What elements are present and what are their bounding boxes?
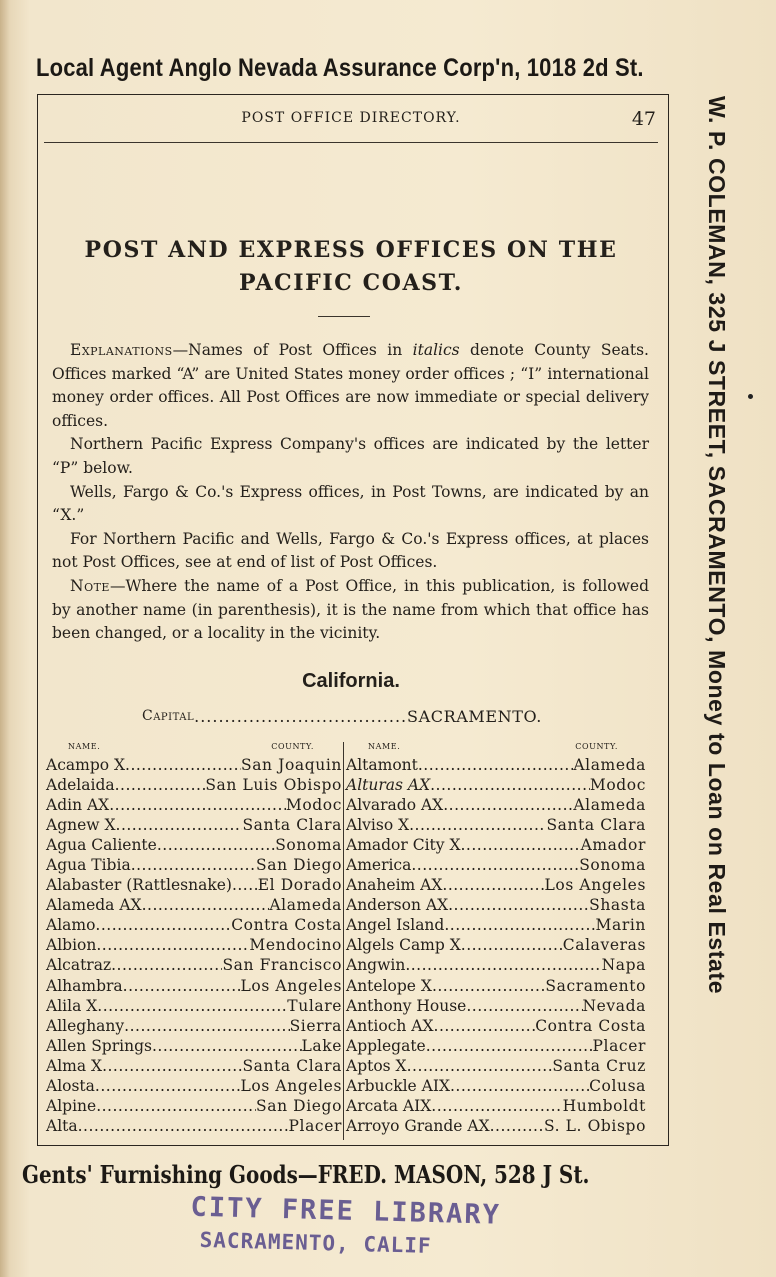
post-office-entry [46,935,342,955]
county-name: Santa Clara [242,1056,342,1075]
county-name: Contra Costa [231,916,342,935]
leader-dots [131,855,256,875]
office-name: Anthony House [346,996,467,1015]
post-office-entry [346,955,646,975]
county-name: San Diego [256,856,342,875]
office-name: Arbuckle AIX [346,1076,450,1095]
post-office-entry [46,955,342,975]
post-office-entry [46,1076,342,1096]
leader-dots [123,976,241,996]
county-name: Placer [592,1036,646,1055]
office-name: America [346,856,412,875]
county-name: Sierra [289,1016,342,1035]
post-office-entry [346,1056,646,1076]
header-rule [44,142,658,143]
office-name: Alvarado AX [346,796,444,815]
column-divider [343,742,344,1140]
leader-dots [95,1076,241,1096]
leader-dots [109,795,286,815]
leader-dots [450,1076,589,1096]
post-office-entry [346,1076,646,1096]
leader-dots [111,955,222,975]
leader-dots [490,1116,544,1136]
explanation-text: —Names of Post Offices in [172,341,413,359]
explanation-paragraph: Northern Pacific Express Company's offices are indicated by the letter “P” below. [52,435,649,477]
office-name: Alma X [46,1056,103,1075]
leader-dots [124,1016,289,1036]
leader-dots [418,755,573,775]
left-office-list [46,755,342,1136]
post-office-entry [346,815,646,835]
post-office-entry [346,915,646,935]
office-name: Angwin [346,956,406,975]
office-name: Alta [46,1116,78,1135]
capital-city: SACRAMENTO. [407,707,542,726]
office-name: Acampo X [46,756,126,774]
post-office-entry [346,875,646,895]
office-name: Agua Tibia [46,856,131,875]
leader-dots [448,895,589,915]
county-name: Calaveras [562,936,646,955]
county-name: Sacramento [545,976,646,995]
italics-word: italics [412,341,460,359]
office-name: Alpine [46,1096,97,1115]
leader-dots [426,1036,593,1056]
county-name: Humboldt [562,1096,646,1115]
post-office-entry [46,996,342,1016]
post-office-entry [46,815,342,835]
county-name: Alameda [573,756,646,774]
leader-dots [434,1016,536,1036]
office-name: Agua Caliente [46,836,157,855]
leader-dots [96,935,249,955]
post-office-entry [346,1116,646,1136]
note-paragraph [52,575,649,646]
stamp-line-1: CITY FREE LIBRARY [190,1191,502,1231]
post-office-entry [346,935,646,955]
county-name: Tulare [287,996,342,1015]
leader-dots [125,755,241,775]
office-name: Allen Springs [46,1036,152,1055]
leader-dots [442,875,544,895]
office-name: Agnew X [46,816,116,835]
county-name: Marin [595,916,646,935]
note-text: —Where the name of a Post Office, in this publication, is followed by another name (in parenthesis), it is the name from which that office has been changed, or a locality in the vicinity. [52,576,649,643]
right-office-list [346,755,646,1136]
office-name: Alcatraz [46,956,112,975]
post-office-entry [46,976,342,996]
explanation-paragraph: For Northern Pacific and Wells, Fargo & Co.'s Express offices, at places not Post Offices, see at end of list of Post Offices. [52,529,649,572]
leader-dots [115,775,206,795]
post-office-entry [346,855,646,875]
running-head [44,108,658,132]
post-office-entry [46,755,342,775]
leader-dots [461,835,581,855]
office-name: Alamo [46,916,96,935]
explanation-text: denote County Seats. Offices marked “A” are United States money order offices ; “I” international money order offices. All Post Offices are now immediate or special delivery offices. [52,341,649,430]
leader-dots [194,707,407,726]
leader-dots [461,935,563,955]
office-name: Antelope X [346,976,432,995]
county-name: Nevada [582,996,646,1015]
page-title-line-1: POST AND EXPRESS OFFICES ON THE [84,237,618,263]
office-name: Alturas AX [346,776,431,795]
county-name: Lake [301,1036,342,1055]
leader-dots [432,976,545,996]
page-number: 47 [631,108,656,130]
county-name: Mendocino [249,936,342,955]
county-name: El Dorado [257,876,342,895]
note-label: Note [70,576,110,595]
ink-dot [748,394,753,399]
county-name: S. L. Obispo [543,1116,646,1135]
leader-dots [466,996,582,1016]
leader-dots [444,915,595,935]
office-name: Aptos X [346,1056,407,1075]
office-name: Alila X [46,996,98,1015]
leader-dots [411,855,579,875]
leader-dots [96,1096,256,1116]
leader-dots [95,915,231,935]
post-office-entry [46,915,342,935]
county-column-header: COUNTY. [271,742,314,751]
post-office-entry [46,1096,342,1116]
county-name: Placer [288,1116,342,1135]
post-office-entry [46,895,342,915]
explanations-label: Explanations [70,341,173,359]
office-name: Alameda AX [46,896,142,915]
county-name: San Luis Obispo [205,776,342,795]
post-office-entry [46,855,342,875]
leader-dots [152,1036,302,1056]
name-column-header: NAME. [68,742,101,751]
leader-dots [431,1096,562,1116]
title-rule [318,316,370,317]
explanation-paragraph: Wells, Fargo & Co.'s Express offices, in Post Towns, are indicated by an “X.” [52,482,649,525]
left-column-header [46,742,342,754]
header-advertisement: Local Agent Anglo Nevada Assurance Corp'n, 1018 2d St. [36,54,644,82]
capital-label: Capital [142,708,195,724]
post-office-entry [46,795,342,815]
office-name: Anderson AX [346,896,449,915]
office-name: Alosta [46,1076,95,1095]
state-heading: California. [302,670,400,692]
leader-dots [102,1056,242,1076]
county-name: Colusa [589,1076,646,1095]
post-office-entry [346,976,646,996]
county-name: San Diego [256,1096,342,1115]
office-name: Alleghany [46,1016,125,1035]
county-name: Napa [601,956,646,975]
office-name: Alviso X [346,816,410,835]
office-name: Amador City X [346,836,461,855]
post-office-entry [46,835,342,855]
post-office-entry [46,1016,342,1036]
right-column-header [346,742,646,754]
office-name: Antioch AX [346,1016,434,1035]
county-name: Modoc [285,796,342,815]
leader-dots [407,1056,553,1076]
county-name: Sonoma [275,836,342,855]
office-name: Arroyo Grande AX [346,1116,490,1135]
leader-dots [78,1116,289,1136]
post-office-entry [346,996,646,1016]
county-name: Contra Costa [535,1016,646,1035]
county-name: Amador [580,836,646,855]
post-office-entry [46,1116,342,1136]
county-name: Santa Cruz [552,1056,646,1075]
page-title [44,234,658,300]
explanation-paragraph [52,339,649,433]
name-column-header: NAME. [368,742,401,751]
post-office-entry [346,795,646,815]
side-advertisement [692,96,732,1156]
library-stamp [185,1192,527,1271]
county-name: Los Angeles [240,1076,342,1095]
post-office-entry [346,1096,646,1116]
running-head-title: POST OFFICE DIRECTORY. [241,110,461,126]
office-name: Alabaster (Rattlesnake) [46,876,232,895]
leader-dots [116,815,243,835]
county-name: Shasta [589,896,646,915]
office-name: Adin AX [46,796,110,815]
explanations [52,339,649,646]
leader-dots [97,996,287,1016]
leader-dots [443,795,573,815]
post-office-entry [46,775,342,795]
leader-dots [405,955,601,975]
page-title-line-2: PACIFIC COAST. [238,270,464,296]
county-name: Alameda [269,896,342,915]
leader-dots [232,875,258,895]
post-office-entry [346,755,646,775]
footer-advertisement: Gents' Furnishing Goods—FRED. MASON, 528 J St. [22,1160,590,1189]
county-name: Santa Clara [546,816,646,835]
post-office-entry [346,895,646,915]
county-name: Santa Clara [242,816,342,835]
office-name: Arcata AIX [346,1096,432,1115]
county-name: Sonoma [579,856,646,875]
office-name: Algels Camp X [346,936,461,955]
leader-dots [409,815,546,835]
post-office-entry [46,1036,342,1056]
office-name: Anaheim AX [346,876,443,895]
office-name: Altamont [346,756,418,774]
post-office-entry [346,835,646,855]
county-name: Los Angeles [240,976,342,995]
county-name: Alameda [573,796,646,815]
post-office-entry [346,775,646,795]
office-name: Applegate [346,1036,426,1055]
county-name: Modoc [589,776,646,795]
county-name: Los Angeles [544,876,646,895]
post-office-entry [346,1016,646,1036]
county-name: San Joaquin [240,756,342,774]
post-office-entry [346,1036,646,1056]
post-office-entry [46,875,342,895]
office-name: Albion [46,936,97,955]
capital-line [142,707,542,726]
leader-dots [142,895,270,915]
side-advertisement-text: W. P. COLEMAN, 325 J STREET, SACRAMENTO, Money to Loan on Real Estate [704,96,730,995]
leader-dots [157,835,275,855]
stamp-line-2: SACRAMENTO, CALIF [199,1227,432,1258]
county-name: San Francisco [222,956,342,975]
leader-dots [430,775,590,795]
county-column-header: COUNTY. [575,742,618,751]
office-name: Angel Island [346,916,445,935]
post-office-entry [46,1056,342,1076]
office-name: Alhambra [46,976,123,995]
office-name: Adelaida [46,776,115,795]
